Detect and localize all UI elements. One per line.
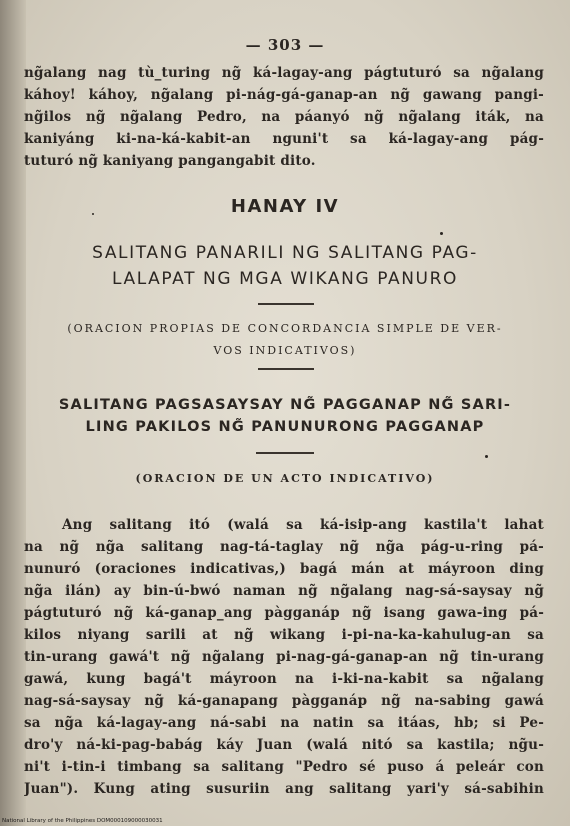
text-line: kilos niyang sarili at ng̃ wikang i-pi-na-ka-kahulug-an sa xyxy=(24,627,544,643)
subtitle-line: (ORACION DE UN ACTO INDICATIVO) xyxy=(135,472,435,485)
spanish-subtitle xyxy=(0,318,570,362)
subtitle-line: (ORACION PROPIAS DE CONCORDANCIA SIMPLE DE VER- xyxy=(67,322,503,335)
text-line: nunuró (oraciones indicativas,) bagá mán at máyroon ding xyxy=(24,561,544,577)
title-line: LALAPAT NG MGA WIKANG PANURO xyxy=(112,269,458,289)
title-line: SALITANG PANARILI NG SALITANG PAG- xyxy=(92,243,478,263)
text-line: nag-sá-saysay ng̃ ká-ganapang pàgganáp ng̃ na-sabing gawá xyxy=(24,693,544,709)
main-paragraph xyxy=(24,514,544,800)
text-line: págtuturó ng̃ ká-ganap_ang pàgganáp ng̃ isang gawa-ing pá- xyxy=(24,605,544,621)
library-footer: National Library of the Philippines DOM000109000030031 xyxy=(2,818,163,824)
ink-speck xyxy=(92,213,94,215)
text-line: kaniyáng ki-na-ká-kabit-an nguni't sa ká-lagay-ang pág- xyxy=(24,131,544,147)
top-paragraph xyxy=(24,62,544,172)
ink-speck xyxy=(440,232,443,235)
ink-speck xyxy=(485,455,488,458)
text-line: sa ng̃a ká-lagay-ang ná-sabi na natin sa itáas, hb; si Pe- xyxy=(24,715,544,731)
text-line: ni't i-tin-i timbang sa salitang "Pedro sé puso á peleár con xyxy=(24,759,544,775)
divider-rule xyxy=(258,368,314,370)
title-line: LING PAKILOS NG̃ PANUNURONG PAGGANAP xyxy=(85,419,485,435)
divider-rule xyxy=(258,303,314,305)
second-spanish-subtitle xyxy=(0,468,570,490)
text-line: tin-urang gawá't ng̃ ng̃alang pi-nag-gá-ganap-an ng̃ tin-urang xyxy=(24,649,544,665)
text-line: dro'y ná-ki-pag-babág káy Juan (walá nitó sa kastila; ng̃u- xyxy=(24,737,544,753)
page-number: — 303 — xyxy=(245,36,325,54)
text-line: ng̃alang nag tù_turing ng̃ ká-lagay-ang págtuturó sa ng̃alang xyxy=(24,65,544,81)
text-line: gawá, kung bagá't máyroon na i-ki-na-kabit sa ng̃alang xyxy=(24,671,544,687)
text-line: Juan"). Kung ating susuriin ang salitang yari'y sá-sabihin xyxy=(24,781,544,797)
section-heading: HANAY IV xyxy=(230,196,340,217)
text-line: káhoy! káhoy, ng̃alang pi-nág-gá-ganap-an ng̃ gawang pangi- xyxy=(24,87,544,103)
second-title xyxy=(0,394,570,438)
text-line: ng̃ilos ng̃ ng̃alang Pedro, na páanyó ng̃ ng̃alang iták, na xyxy=(24,109,544,125)
title-line: SALITANG PAGSASAYSAY NG̃ PAGGANAP NG̃ SARI- xyxy=(58,397,512,413)
text-line: tuturó ng̃ kaniyang pangangabit dito. xyxy=(24,153,316,169)
text-line: Ang salitang itó (walá sa ká-isip-ang kastila't lahat xyxy=(62,517,544,533)
main-title xyxy=(0,240,570,292)
text-line: ng̃a ilán) ay bin-ú-bwó naman ng̃ ng̃alang nag-sá-saysay ng̃ xyxy=(24,583,544,599)
subtitle-line: VOS INDICATIVOS) xyxy=(213,344,357,357)
text-line: na ng̃ ng̃a salitang nag-tá-taglay ng̃ ng̃a pág-u-ring pá- xyxy=(24,539,544,555)
divider-rule xyxy=(256,452,314,454)
